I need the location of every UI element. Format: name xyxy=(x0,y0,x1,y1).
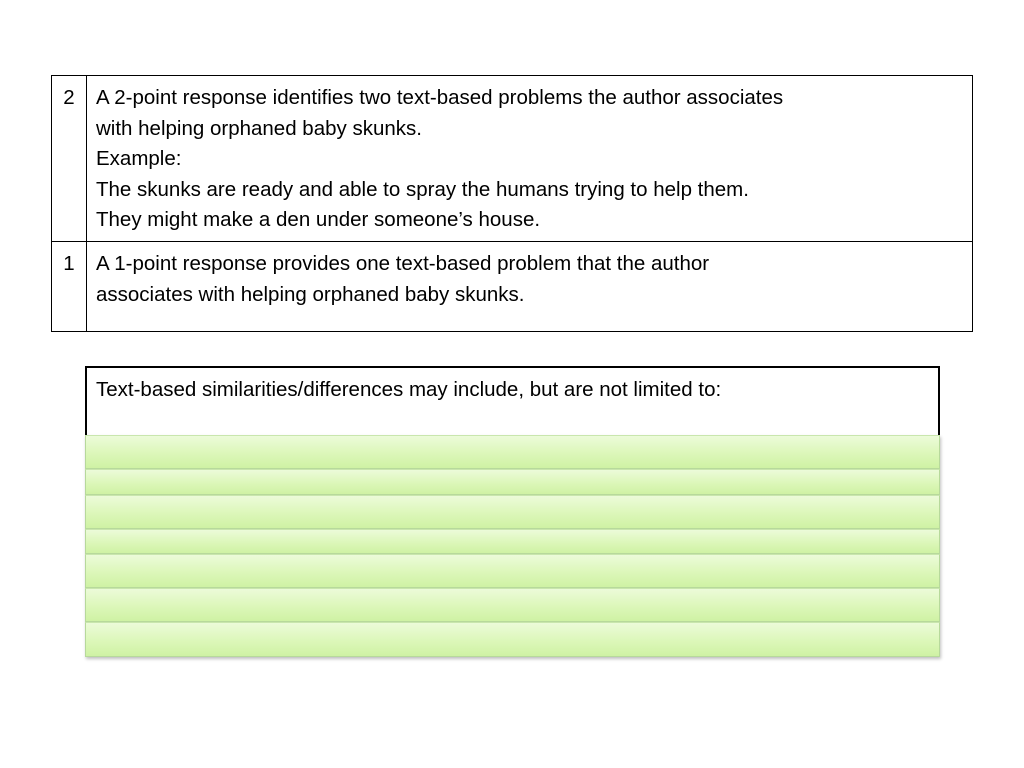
green-row xyxy=(85,554,940,588)
description-line: associates with helping orphaned baby skunks. xyxy=(96,282,525,306)
score-cell: 2 xyxy=(52,76,87,242)
rubric-table xyxy=(51,75,973,332)
green-row xyxy=(85,622,940,657)
example-line: The skunks are ready and able to spray the humans trying to help them. xyxy=(96,177,749,201)
similarities-header: Text-based similarities/differences may include, but are not limited to: xyxy=(85,366,940,435)
description-cell xyxy=(87,76,973,242)
green-rows xyxy=(85,435,940,657)
description-line: A 2-point response identifies two text-based problems the author associates xyxy=(96,86,784,109)
description-line: A 1-point response provides one text-based problem that the author xyxy=(96,252,710,275)
green-row xyxy=(85,469,940,495)
rubric-row-2 xyxy=(52,76,973,242)
green-row xyxy=(85,588,940,622)
score-cell: 1 xyxy=(52,242,87,332)
description-cell xyxy=(87,242,973,332)
green-row xyxy=(85,495,940,529)
green-row xyxy=(85,529,940,554)
rubric-row-1 xyxy=(52,242,973,332)
similarities-box xyxy=(85,366,940,657)
example-label: Example: xyxy=(96,147,182,170)
description-line: with helping orphaned baby skunks. xyxy=(96,116,422,140)
example-line: They might make a den under someone’s house. xyxy=(96,208,541,231)
green-row xyxy=(85,435,940,469)
